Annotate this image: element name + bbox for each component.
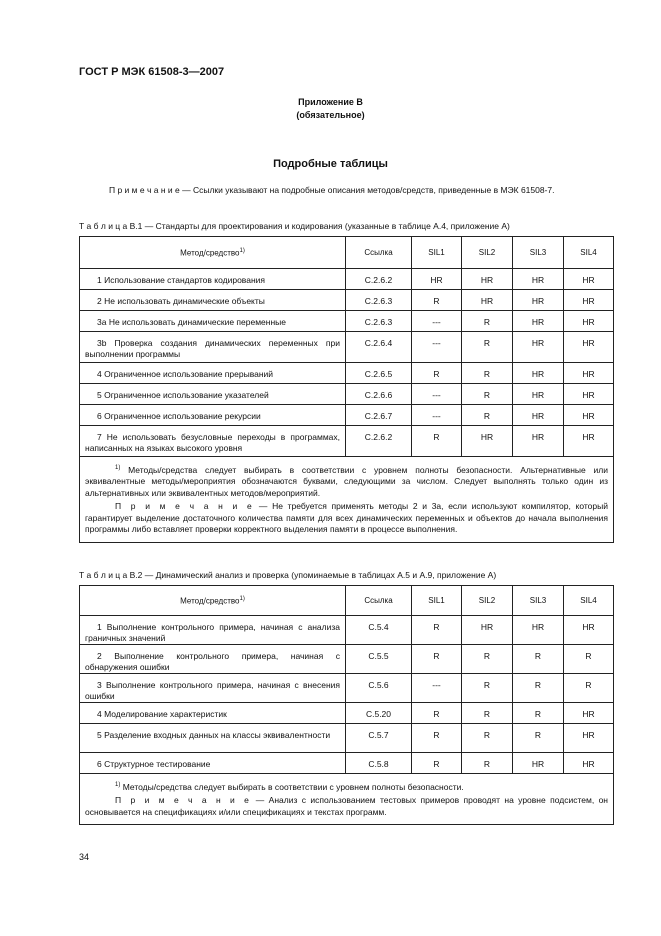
sil2-cell: HR [462,269,513,290]
method-cell [80,674,346,703]
intro-note-label: П р и м е ч а н и е [109,185,180,195]
header-sil3: SIL3 [513,237,564,269]
table-row [80,674,614,703]
method-text: 3а Не использовать динамические переменные [97,317,287,327]
header-method: Метод/средство$^{1)}$ [80,586,346,616]
table-row [80,363,614,384]
sil2-cell: HR [462,616,513,645]
table2-note-label: П р и м е ч а н и е [115,795,252,806]
method-cell [80,426,346,457]
table-row [80,753,614,774]
table1-footnote-cell: $^{1)}$ Методы/средства следует выбирать в соответствии с уровнем полноты безопасности. Альтернативные или эквивалентные методы/мероприятия обозначаются буквами, следующими за числом. Следует выполнять только один из альтернативных или эквивалентных методов/мероприятий. П р и м е ч а н и е — Не требуется применять методы 2 и 3а, если используют компилятор, который гарантирует выделение достаточного количества памяти для всех динамических переменных и объектов до начала выполнения программы либо вставляет проверки корректного выделения памяти в процессе выполнения. [80,457,614,543]
section-title: Подробные таблицы [273,158,388,170]
table1-note-text: — Не требуется применять методы 2 и 3а, если используют компилятор, который гарантирует выделение достаточного количества памяти для всех динамических переменных и объектов до начала выполнения программы либо вставляет проверки корректного выделения памяти в процессе выполнения. [85,501,608,535]
sil4-cell: HR [564,703,614,724]
sil4-cell: HR [564,724,614,753]
sil1-cell: R [412,724,462,753]
sil1-cell: R [412,426,462,457]
sil2-cell: R [462,724,513,753]
table-row [80,405,614,426]
sil1-cell: --- [412,332,462,363]
method-text: 3 Выполнение контрольного примера, начиная с внесения ошибки [85,680,340,701]
header-ref: Ссылка [346,586,412,616]
sil1-cell: --- [412,311,462,332]
method-text: 1 Выполнение контрольного примера, начиная с анализа граничных значений [85,622,340,643]
table2-caption-text: В.2 — Динамический анализ и проверка (упоминаемые в таблицах А.5 и А.9, приложение А) [127,570,497,580]
sil4-cell: R [564,674,614,703]
table1-note-label: П р и м е ч а н и е [115,501,255,512]
sil3-cell: HR [513,405,564,426]
table-row [80,332,614,363]
table1-caption-text: В.1 — Стандарты для проектирования и кодирования (указанные в таблице А.4, приложение А) [127,221,510,231]
ref-cell: С.5.7 [346,724,412,753]
sil1-cell: R [412,645,462,674]
header-sil3: SIL3 [513,586,564,616]
sil4-cell: HR [564,405,614,426]
sil2-cell: R [462,405,513,426]
ref-cell: С.2.6.3 [346,290,412,311]
table1-footnote: Методы/средства следует выбирать в соответствии с уровнем полноты безопасности. Альтернативные или эквивалентные методы/мероприятия обозначаются буквами, следующими за числом. Следует выполнять только один из альтернативных или эквивалентных методов/мероприятий. [85,464,608,498]
sil3-cell: HR [513,616,564,645]
header-sil2: SIL2 [462,586,513,616]
sil2-cell: R [462,311,513,332]
method-text: 2 Выполнение контрольного примера, начиная с обнаружения ошибки [85,651,340,672]
header-sil4: SIL4 [564,586,614,616]
method-cell [80,616,346,645]
table2-footnote: Методы/средства следует выбирать в соответствии с уровнем полноты безопасности. [122,781,464,792]
ref-cell: С.2.6.4 [346,332,412,363]
sil1-cell: --- [412,674,462,703]
ref-cell: С.5.4 [346,616,412,645]
method-cell [80,290,346,311]
table-row [80,311,614,332]
sil2-cell: R [462,753,513,774]
ref-cell: С.2.6.2 [346,269,412,290]
table-row [80,645,614,674]
method-cell [80,645,346,674]
table2-footnote-cell: $^{1)}$ Методы/средства следует выбирать в соответствии с уровнем полноты безопасности. П р и м е ч а н и е — Анализ с использованием тестовых примеров проводят на уровне подсистем, он основывается на спецификациях и/или спецификациях и текстах программ. [80,774,614,825]
table-row [80,290,614,311]
sil3-cell: HR [513,332,564,363]
header-ref: Ссылка [346,237,412,269]
method-cell [80,384,346,405]
sil2-cell: R [462,332,513,363]
table-row [80,724,614,753]
table-design-coding-standards [79,236,614,543]
ref-cell: С.2.6.7 [346,405,412,426]
method-text: 4 Моделирование характеристик [97,709,227,719]
ref-cell: С.5.5 [346,645,412,674]
ref-cell: С.2.6.6 [346,384,412,405]
table2-caption [79,570,496,580]
intro-note-text: — Ссылки указывают на подробные описания методов/средств, приведенные в МЭК 61508-7. [179,185,555,195]
sil3-cell: HR [513,384,564,405]
sil3-cell: HR [513,753,564,774]
page-number: 34 [79,852,90,862]
sil2-cell: R [462,384,513,405]
table-row [80,384,614,405]
method-cell [80,311,346,332]
method-cell [80,703,346,724]
method-text: 5 Ограниченное использование указателей [97,390,269,400]
sil2-cell: R [462,674,513,703]
annex-title: Приложение В [298,97,363,107]
table2-caption-label: Т а б л и ц а [79,570,128,580]
sil4-cell: HR [564,332,614,363]
ref-cell: С.5.8 [346,753,412,774]
header-sil1: SIL1 [412,586,462,616]
sil1-cell: HR [412,269,462,290]
annex-status: (обязательное) [296,110,365,120]
sil1-cell: R [412,290,462,311]
table-row [80,426,614,457]
method-text: 6 Ограниченное использование рекурсии [97,411,261,421]
intro-note [79,184,613,196]
header-method: Метод/средство$^{1)}$ [80,237,346,269]
table2-note-text: — Анализ с использованием тестовых примеров проводят на уровне подсистем, он основывается на спецификациях и/или спецификациях и текстах программ. [85,795,608,817]
sil2-cell: R [462,645,513,674]
header-sil2: SIL2 [462,237,513,269]
method-cell [80,724,346,753]
method-text: 7 Не использовать безусловные переходы в программах, написанных на языках высокого уровня [85,432,340,453]
table1-caption-label: Т а б л и ц а [79,221,128,231]
sil1-cell: --- [412,405,462,426]
method-cell [80,269,346,290]
sil1-cell: R [412,616,462,645]
sil3-cell: R [513,674,564,703]
method-cell [80,332,346,363]
method-text: 3b Проверка создания динамических переменных при выполнении программы [85,338,340,359]
sil3-cell: HR [513,311,564,332]
sil2-cell: R [462,703,513,724]
ref-cell: С.2.6.2 [346,426,412,457]
table1-caption [79,221,510,231]
header-sil4: SIL4 [564,237,614,269]
sil4-cell: HR [564,363,614,384]
sil3-cell: HR [513,426,564,457]
ref-cell: С.2.6.5 [346,363,412,384]
table-row [80,703,614,724]
sil1-cell: --- [412,384,462,405]
sil2-cell: HR [462,290,513,311]
sil4-cell: R [564,645,614,674]
sil4-cell: HR [564,311,614,332]
header-sil1: SIL1 [412,237,462,269]
method-cell [80,405,346,426]
method-cell [80,753,346,774]
sil4-cell: HR [564,290,614,311]
method-cell [80,363,346,384]
sil3-cell: R [513,703,564,724]
table-row [80,269,614,290]
table-dynamic-analysis [79,585,614,825]
table-row [80,616,614,645]
ref-cell: С.2.6.3 [346,311,412,332]
method-text: 2 Не использовать динамические объекты [97,296,265,306]
sil3-cell: HR [513,290,564,311]
method-text: 6 Структурное тестирование [97,759,211,769]
sil1-cell: R [412,363,462,384]
sil3-cell: HR [513,363,564,384]
sil1-cell: R [412,703,462,724]
sil1-cell: R [412,753,462,774]
method-text: 1 Использование стандартов кодирования [97,275,265,285]
method-text: 5 Разделение входных данных на классы эквивалентности [97,730,331,740]
sil4-cell: HR [564,426,614,457]
sil3-cell: R [513,645,564,674]
sil4-cell: HR [564,269,614,290]
sil4-cell: HR [564,384,614,405]
sil2-cell: R [462,363,513,384]
sil3-cell: HR [513,269,564,290]
ref-cell: С.5.20 [346,703,412,724]
sil4-cell: HR [564,616,614,645]
sil3-cell: R [513,724,564,753]
method-text: 4 Ограниченное использование прерываний [97,369,274,379]
sil2-cell: HR [462,426,513,457]
ref-cell: С.5.6 [346,674,412,703]
sil4-cell: HR [564,753,614,774]
document-header: ГОСТ Р МЭК 61508-3—2007 [79,66,225,78]
